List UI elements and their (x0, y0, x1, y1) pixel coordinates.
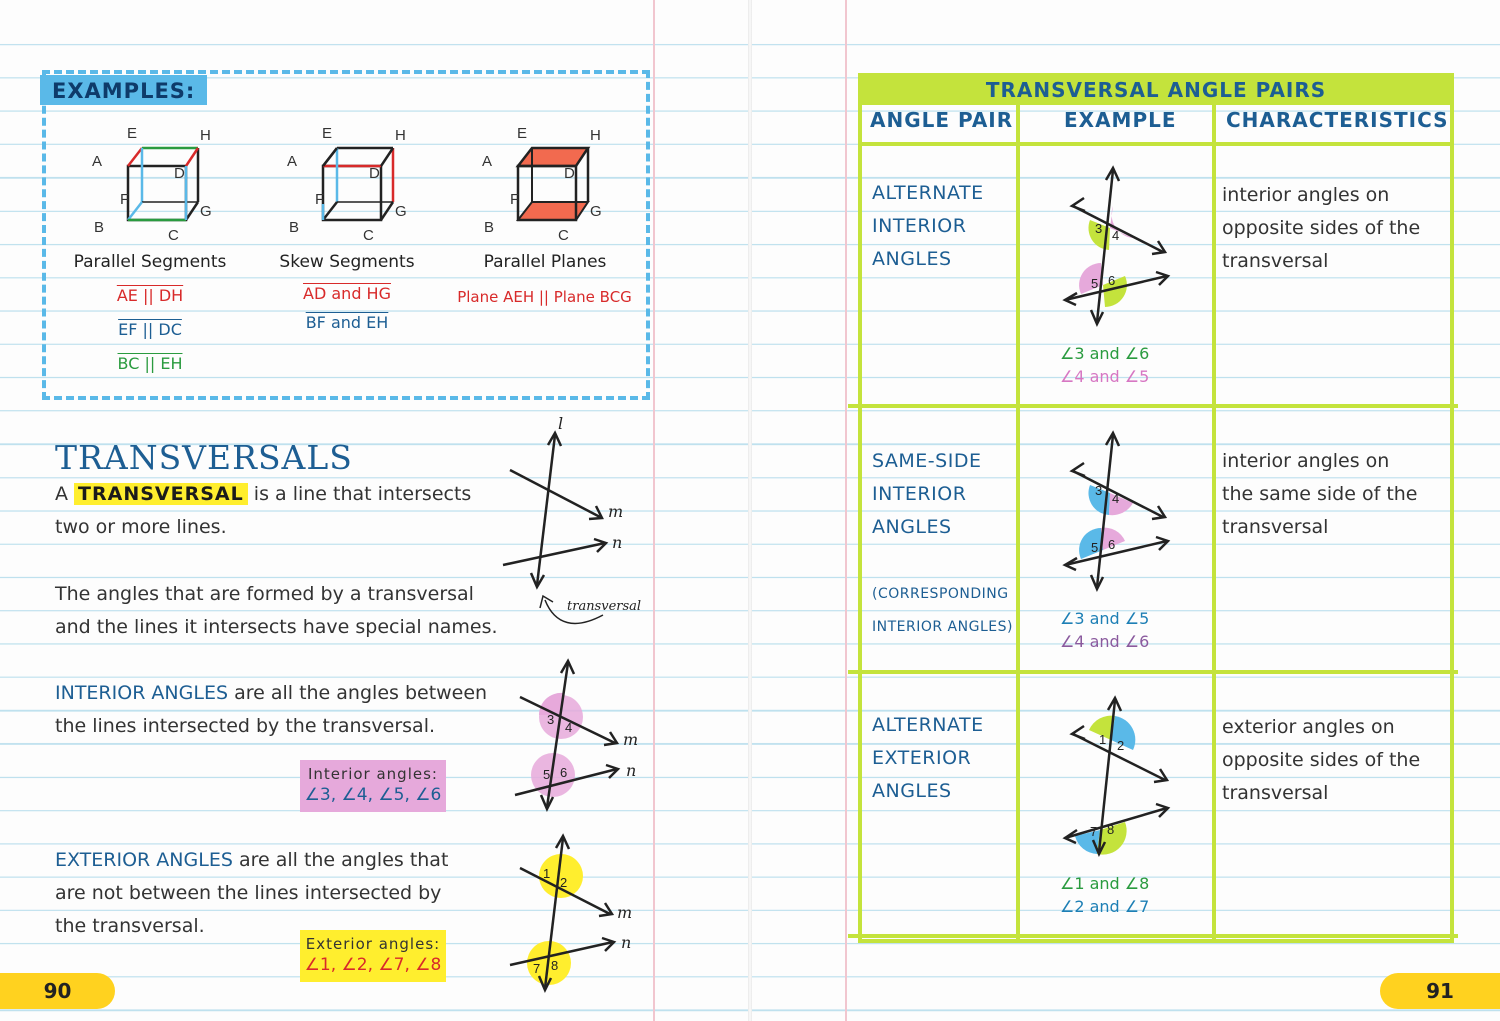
row2-pair-1: ∠3 and ∠5 (1060, 609, 1150, 628)
svg-text:3: 3 (1095, 221, 1103, 236)
svg-text:A: A (482, 153, 493, 170)
svg-text:6: 6 (1108, 537, 1116, 552)
row2-name: SAME-SIDE INTERIOR ANGLES (872, 450, 982, 538)
svg-text:4: 4 (1112, 491, 1120, 506)
angles-intro-line-1: The angles that are formed by a transversal (55, 583, 474, 605)
exterior-note-title: Exterior angles: (305, 935, 441, 953)
svg-text:m: m (623, 730, 639, 749)
exterior-note-values: ∠1, ∠2, ∠7, ∠8 (304, 955, 442, 975)
segment-pair: BC || EH (117, 354, 183, 373)
label-m: m (608, 502, 624, 521)
table-title: TRANSVERSAL ANGLE PAIRS (858, 73, 1454, 105)
def-term-highlight: TRANSVERSAL (74, 483, 248, 505)
row2-example-diagram (1055, 425, 1185, 595)
svg-text:D: D (174, 165, 185, 182)
row-divider-2 (848, 670, 1458, 674)
exterior-rest: are all the angles that (238, 849, 449, 871)
svg-text:5: 5 (543, 767, 551, 782)
svg-text:D: D (369, 165, 380, 182)
row2-subname: (CORRESPONDING INTERIOR ANGLES) (872, 586, 1013, 635)
svg-text:B: B (289, 219, 300, 236)
svg-text:3: 3 (547, 712, 555, 727)
cube-parallel-segments (92, 125, 212, 244)
segment-pair: EF || DC (118, 320, 182, 339)
interior-angles-diagram (505, 655, 655, 815)
plane-pair: Plane AEH || Plane BCG (457, 288, 632, 306)
interior-note-title: Interior angles: (308, 765, 438, 783)
right-margin-line (845, 0, 847, 1021)
column-divider-1 (1016, 105, 1020, 943)
svg-text:E: E (322, 125, 333, 142)
svg-text:C: C (558, 227, 569, 244)
svg-text:H: H (590, 127, 601, 144)
definition-line-2: two or more lines. (55, 516, 227, 538)
svg-text:A: A (92, 153, 103, 170)
row1-characteristics: interior angles on opposite sides of the transversal (1222, 184, 1421, 272)
svg-text:F: F (120, 191, 130, 208)
svg-text:E: E (517, 125, 528, 142)
exterior-angles-diagram (505, 830, 655, 995)
row3-pair-1: ∠1 and ∠8 (1060, 874, 1150, 893)
header-example: EXAMPLE (1064, 108, 1177, 132)
segment-pair: AE || DH (116, 286, 184, 305)
angles-intro-line-2: and the lines it intersects have special names. (55, 616, 498, 638)
svg-text:F: F (510, 191, 520, 208)
svg-text:D: D (564, 165, 575, 182)
def-rest: is a line that intersects (253, 483, 472, 505)
row-divider-1 (848, 404, 1458, 408)
svg-text:6: 6 (1108, 273, 1116, 288)
svg-text:7: 7 (533, 961, 541, 976)
row3-characteristics: exterior angles on opposite sides of the transversal (1222, 716, 1421, 804)
table-bottom-extension (848, 934, 1458, 938)
header-divider (858, 142, 1454, 146)
row1-pair-2: ∠4 and ∠5 (1060, 367, 1150, 386)
segment-pair: BF and EH (305, 313, 389, 332)
svg-text:4: 4 (565, 720, 573, 735)
svg-text:2: 2 (560, 875, 568, 890)
exterior-term: EXTERIOR ANGLES (55, 849, 233, 871)
svg-text:m: m (617, 903, 633, 922)
svg-text:n: n (626, 761, 637, 780)
exterior-line-1 (55, 844, 448, 877)
label-n: n (612, 533, 623, 552)
definition-line-1 (55, 478, 471, 511)
header-characteristics: CHARACTERISTICS (1226, 108, 1449, 132)
interior-line-1 (55, 677, 487, 710)
svg-text:F: F (315, 191, 325, 208)
exterior-line-2: are not between the lines intersected by (55, 882, 442, 904)
row2-characteristics: interior angles on the same side of the transversal (1222, 450, 1418, 538)
svg-text:H: H (200, 127, 211, 144)
interior-line-2: the lines intersected by the transversal. (55, 715, 436, 737)
exterior-line-3: the transversal. (55, 915, 205, 937)
svg-text:8: 8 (1107, 822, 1115, 837)
svg-text:7: 7 (1090, 824, 1098, 839)
interior-rest: are all the angles between (234, 682, 488, 704)
page-title: TRANSVERSALS (55, 438, 353, 477)
interior-term: INTERIOR ANGLES (55, 682, 229, 704)
svg-text:1: 1 (1099, 732, 1107, 747)
row3-example-diagram (1055, 690, 1185, 860)
book-gutter (748, 0, 752, 1021)
row1-pair-1: ∠3 and ∠6 (1060, 344, 1150, 363)
svg-text:G: G (200, 203, 212, 220)
caption-parallel-segments: Parallel Segments (73, 252, 227, 272)
svg-text:G: G (395, 203, 407, 220)
transversal-diagram (495, 415, 655, 635)
svg-text:4: 4 (1112, 228, 1120, 243)
svg-text:G: G (590, 203, 602, 220)
header-angle-pair: ANGLE PAIR (870, 108, 1014, 132)
row3-name: ALTERNATE EXTERIOR ANGLES (872, 714, 984, 802)
page-number-left: 90 (0, 973, 115, 1009)
exterior-angles-note (300, 930, 446, 982)
svg-text:3: 3 (1095, 483, 1103, 498)
label-l: l (558, 415, 564, 433)
segment-pair: AD and HG (303, 284, 391, 303)
svg-text:5: 5 (1091, 540, 1099, 555)
svg-text:6: 6 (560, 765, 568, 780)
column-divider-2 (1212, 105, 1216, 943)
cube-diagrams (80, 120, 650, 245)
svg-text:H: H (395, 127, 406, 144)
svg-text:B: B (484, 219, 495, 236)
svg-text:C: C (168, 227, 179, 244)
svg-text:B: B (94, 219, 105, 236)
svg-text:n: n (621, 933, 632, 952)
cube-skew-segments (287, 125, 407, 244)
row1-example-diagram (1055, 160, 1185, 330)
svg-text:C: C (363, 227, 374, 244)
interior-note-values: ∠3, ∠4, ∠5, ∠6 (304, 785, 442, 805)
svg-text:A: A (287, 153, 298, 170)
svg-text:1: 1 (543, 866, 551, 881)
cube-parallel-planes (482, 125, 602, 244)
svg-text:2: 2 (1117, 738, 1125, 753)
page-number-right: 91 (1380, 973, 1500, 1009)
svg-text:5: 5 (1091, 276, 1099, 291)
row1-name: ALTERNATE INTERIOR ANGLES (872, 182, 984, 270)
label-transversal: transversal (567, 599, 642, 614)
examples-label: EXAMPLES: (40, 75, 207, 105)
caption-skew-segments: Skew Segments (279, 252, 415, 272)
def-prefix: A (55, 483, 68, 505)
svg-text:8: 8 (551, 958, 559, 973)
interior-angles-note (300, 760, 446, 812)
row2-pair-2: ∠4 and ∠6 (1060, 632, 1150, 651)
caption-parallel-planes: Parallel Planes (483, 252, 607, 272)
vertex-label-e: E (127, 125, 138, 142)
row3-pair-2: ∠2 and ∠7 (1060, 897, 1150, 916)
